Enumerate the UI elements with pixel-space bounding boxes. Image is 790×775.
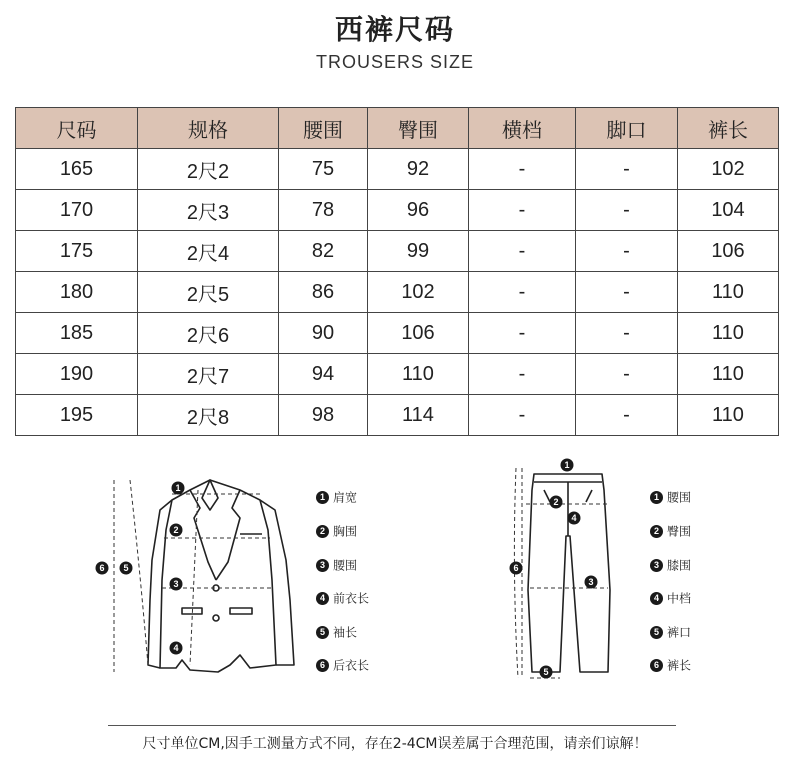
- column-header: 脚口: [576, 108, 678, 149]
- table-cell: 78: [279, 190, 368, 231]
- table-cell: 110: [678, 272, 779, 313]
- marker-label: 5: [123, 563, 129, 573]
- table-cell: 90: [279, 313, 368, 354]
- marker-label: 6: [99, 563, 105, 573]
- table-row: [16, 190, 779, 231]
- marker-label: 6: [513, 563, 519, 573]
- table-cell: -: [576, 354, 678, 395]
- legend-item: 3 腰围: [316, 557, 357, 573]
- table-row: [16, 231, 779, 272]
- column-header: 横档: [469, 108, 576, 149]
- table-cell: 110: [678, 395, 779, 436]
- table-cell: 195: [16, 395, 138, 436]
- table-cell: 175: [16, 231, 138, 272]
- jacket-diagram: [90, 450, 320, 700]
- table-cell: -: [576, 190, 678, 231]
- marker-label: 2: [553, 497, 559, 507]
- table-cell: 86: [279, 272, 368, 313]
- table-row: [16, 272, 779, 313]
- table-cell: -: [469, 190, 576, 231]
- table-cell: 106: [368, 313, 469, 354]
- jacket-legend: [316, 489, 406, 679]
- legend-item: 5 裤口: [650, 624, 691, 640]
- marker-label: 3: [588, 577, 594, 587]
- table-header-row: [16, 108, 779, 149]
- table-cell: -: [576, 149, 678, 190]
- table-cell: -: [469, 395, 576, 436]
- table-cell: 2尺5: [138, 272, 279, 313]
- table-cell: 2尺4: [138, 231, 279, 272]
- right-sleeve: [260, 500, 294, 665]
- table-cell: -: [469, 313, 576, 354]
- table-cell: 94: [279, 354, 368, 395]
- table-cell: 114: [368, 395, 469, 436]
- table-cell: -: [469, 149, 576, 190]
- column-header: 尺码: [16, 108, 138, 149]
- marker-label: 1: [564, 460, 570, 470]
- legend-item: 5 袖长: [316, 624, 357, 640]
- marker-label: 4: [571, 513, 577, 523]
- table-cell: 110: [678, 313, 779, 354]
- column-header: 规格: [138, 108, 279, 149]
- page-title: 西裤尺码: [334, 13, 455, 46]
- table-cell: 92: [368, 149, 469, 190]
- marker-label: 1: [175, 483, 181, 493]
- trousers-diagram: [500, 450, 630, 690]
- table-cell: -: [576, 231, 678, 272]
- table-cell: 96: [368, 190, 469, 231]
- table-cell: 2尺2: [138, 149, 279, 190]
- table-row: [16, 395, 779, 436]
- legend-item: 4 中档: [650, 590, 691, 606]
- table-cell: -: [469, 354, 576, 395]
- table-cell: 98: [279, 395, 368, 436]
- table-cell: -: [576, 313, 678, 354]
- table-cell: 165: [16, 149, 138, 190]
- table-cell: 2尺3: [138, 190, 279, 231]
- table-cell: 2尺7: [138, 354, 279, 395]
- table-cell: 190: [16, 354, 138, 395]
- column-header: 裤长: [678, 108, 779, 149]
- table-cell: -: [469, 231, 576, 272]
- size-table: [15, 107, 779, 436]
- table-row: [16, 354, 779, 395]
- legend-item: 2 胸围: [316, 523, 357, 539]
- table-row: [16, 149, 779, 190]
- table-row: [16, 313, 779, 354]
- marker-label: 4: [173, 643, 179, 653]
- marker-label: 5: [543, 667, 549, 677]
- legend-item: 1 肩宽: [316, 489, 357, 505]
- legend-item: 1 腰围: [650, 489, 691, 505]
- marker-label: 3: [173, 579, 179, 589]
- legend-item: 2 臀围: [650, 523, 691, 539]
- legend-item: 6 裤长: [650, 657, 691, 673]
- table-cell: 185: [16, 313, 138, 354]
- legend-item: 6 后衣长: [316, 657, 369, 673]
- table-cell: 75: [279, 149, 368, 190]
- legend-item: 3 膝围: [650, 557, 691, 573]
- footer-note: 尺寸单位CM,因手工测量方式不同，存在2-4CM误差属于合理范围，请亲们谅解！: [142, 736, 648, 752]
- column-header: 腰围: [279, 108, 368, 149]
- table-cell: 110: [368, 354, 469, 395]
- footer-divider: [108, 725, 676, 726]
- table-cell: 110: [678, 354, 779, 395]
- table-cell: 102: [678, 149, 779, 190]
- table-cell: -: [576, 272, 678, 313]
- table-cell: 82: [279, 231, 368, 272]
- table-cell: -: [469, 272, 576, 313]
- trousers-legend: [650, 489, 740, 679]
- legend-item: 4 前衣长: [316, 590, 369, 606]
- marker-label: 2: [173, 525, 179, 535]
- table-cell: 2尺6: [138, 313, 279, 354]
- column-header: 臀围: [368, 108, 469, 149]
- table-cell: 106: [678, 231, 779, 272]
- table-cell: 102: [368, 272, 469, 313]
- table-cell: 99: [368, 231, 469, 272]
- table-cell: 170: [16, 190, 138, 231]
- table-cell: 180: [16, 272, 138, 313]
- page-subtitle: TROUSERS SIZE: [315, 52, 475, 72]
- table-cell: 2尺8: [138, 395, 279, 436]
- table-cell: 104: [678, 190, 779, 231]
- table-cell: -: [576, 395, 678, 436]
